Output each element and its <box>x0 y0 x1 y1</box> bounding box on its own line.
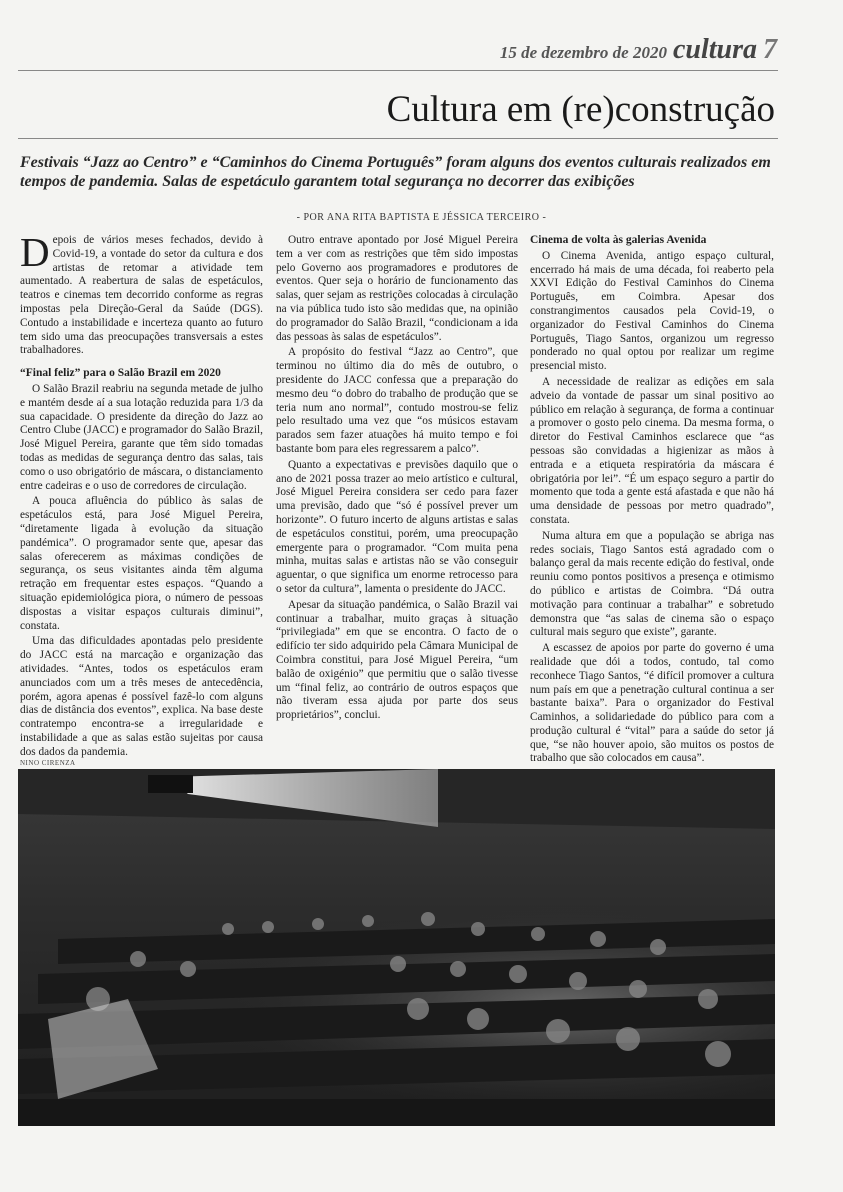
intro-text: epois de vários meses fechados, devido à Covid-19, a vontade do setor da cultura e dos artistas de retomar a atividade tem aumentado. A reabertura de salas de espetáculos, teatros e cinemas tem decorrido conforme as regras impostas pela Direção-Geral da Saúde (DGS). Contudo a instabilidade e incerteza quanto ao futuro tem sido uma das preocupações transversais a estes trabalhadores. <box>20 234 263 357</box>
column-1 <box>20 229 263 761</box>
headline-rule <box>18 138 778 139</box>
intro-paragraph <box>20 229 263 358</box>
paragraph: Numa altura em que a população se abriga nas redes sociais, Tiago Santos está agradado com o balanço geral da mais recente edição do festival, onde reuniu como pontos positivos a presença e otimismo do público e artistas de Coimbra. “Dá outra motivação para continuar a trabalhar” e sobretudo demonstra que “as salas de cinema são o espaço cultural mais seguro que existe”, garante. <box>530 529 774 639</box>
page-number: 7 <box>763 34 777 65</box>
issue-date: 15 de dezembro de 2020 <box>499 43 667 62</box>
page-header <box>500 34 777 66</box>
header-rule <box>18 70 778 71</box>
photo-credit: NINO CIRENZA <box>20 759 76 767</box>
paragraph: Apesar da situação pandémica, o Salão Brazil vai continuar a trabalhar, muito graças à situação “privilegiada” em que se encontra. O facto de o edifício ter sido adquirido pela Câmara Municipal de Coimbra constitui, para José Miguel Pereira, “um balão de oxigénio” que permitiu que o salão tivesse um “final feliz, ao contrário de outros espaços que não tiveram essa ajuda por parte dos seus proprietários”, conclui. <box>276 598 518 722</box>
paragraph: A escassez de apoios por parte do governo é uma realidade que dói a todos, contudo, tal como reconhece Tiago Santos, “é difícil promover a cultura num país em que a penetração cultural continua a ser bastante baixa”. Para o organizador do Festival Caminhos, a solidariedade do público para com a produção cultural é “vital” para a saúde do setor já que, “se não houver apoio, são muitos os postos de trabalho que são colocados em causa”. <box>530 642 774 765</box>
projector <box>148 775 193 793</box>
cinema-audience-photo <box>18 769 775 1126</box>
floor <box>18 1099 775 1126</box>
article-lead: Festivais “Jazz ao Centro” e “Caminhos do Cinema Português” foram alguns dos eventos culturais realizados em tempos de pandemia. Salas de espetáculo garantem total segurança no decorrer das exibições <box>20 154 771 190</box>
paragraph: A pouca afluência do público às salas de espetáculos está, para José Miguel Pereira, “diretamente ligada à evolução da situação pandémica”. O programador sente que, apesar das salas oferecerem as máximas condições de segurança, os seus visitantes ainda têm alguma retração em frequentar estes espaços. “Quando a situação epidemiológica piora, o número de pessoas dispostas a visitar espaços culturais diminui”, constata. <box>20 495 263 632</box>
paragraph: A propósito do festival “Jazz ao Centro”, que terminou no último dia do mês de outubro, o presidente do JACC confessa que a preparação do mesmo deu “o dobro do trabalho de produção que se teria num ano normal”, contudo mostrou-se feliz pelo resultado uma vez que “os músicos estavam parados sem fazer atuações há muito tempo e foi bastante bom para eles regressarem a palco”. <box>276 346 518 455</box>
paragraph: O Salão Brazil reabriu na segunda metade de julho e mantém desde aí a sua lotação reduzida para 1/3 da sua capacidade. O presidente da direção do Jazz ao Centro Clube (JACC) e programador do Salão Brazil, José Miguel Pereira, garante que têm sido tomadas todas as medidas de segurança dentro das salas, tais como o uso obrigatório de máscara, o distanciamento entre cadeiras e o uso de corredores de circulação. <box>20 382 263 492</box>
column-2 <box>276 234 518 725</box>
subhead-salao-brazil: “Final feliz” para o Salão Brazil em 2020 <box>20 367 221 380</box>
section-name: cultura <box>672 34 757 65</box>
paragraph: O Cinema Avenida, antigo espaço cultural, encerrado há mais de uma década, foi reaberto pela XXVI Edição do Festival Caminhos do Cinema Português, em Coimbra. Apesar dos constrangimentos causados pela Covid-19, o organizador do Festival Caminhos do Cinema Português, Tiago Santos, organizou um regresso ponderado no qual optou por realizar um regime presencial misto. <box>530 249 774 373</box>
paragraph: A necessidade de realizar as edições em sala adveio da vontade de passar um sinal positivo ao público em relação à segurança, de forma a continuar a promover o gosto pelo cinema. Da mesma forma, o diretor do Festival Caminhos esclarece que “as pessoas são convidadas a higienizar as mãos à entrada e a etiqueta respiratória da máscara é obrigatória por lei”. “É um espaço seguro a partir do momento que toda a gente está afastada e que não há uma densidade de pessoas por metro quadrado”, constata. <box>530 375 774 526</box>
paragraph: Quanto a expectativas e previsões daquilo que o ano de 2021 possa trazer ao meio artístico e cultural, José Miguel Pereira considera ser cedo para fazer uma previsão, dado que “só é possível prever um horizonte”. O futuro incerto de alguns artistas e salas de espetáculos constitui, porém, uma preocupação emergente para o programador. “Com muita pena minha, muitas salas e artistas não se vão conseguir aguentar, o que significa um enorme retrocesso para o setor da cultura”, lamenta o presidente do JACC. <box>276 458 518 595</box>
article-byline: - POR ANA RITA BAPTISTA E JÉSSICA TERCEIRO - <box>296 212 547 223</box>
drop-cap: D <box>20 229 50 275</box>
subhead-cinema-avenida: Cinema de volta às galerias Avenida <box>530 234 707 246</box>
paragraph: Outro entrave apontado por José Miguel Pereira tem a ver com as restrições que têm sido impostas pelo Governo aos programadores e produtores de eventos. Quer seja o horário de funcionamento das salas, quer sejam as restrições colocadas à circulação na via pública tudo isto são medidas que, na opinião do programador do Salão Brazil, “condicionam a ida das pessoas às salas de espetáculos”. <box>276 234 518 343</box>
article-headline: Cultura em (re)construção <box>386 89 775 130</box>
column-3 <box>530 234 774 768</box>
paragraph: Uma das dificuldades apontadas pelo presidente do JACC está na marcação e organização das atividades. “Antes, todos os espetáculos eram anunciados com um a três meses de antecedência, porém, agora apenas é possível fazê-lo com alguns dias de distância dos eventos”, explica. Na base deste contratempo encontra-se a irregularidade e instabilidade a que as salas estão sujeitas por causa dos dados da pandemia. <box>20 635 263 758</box>
